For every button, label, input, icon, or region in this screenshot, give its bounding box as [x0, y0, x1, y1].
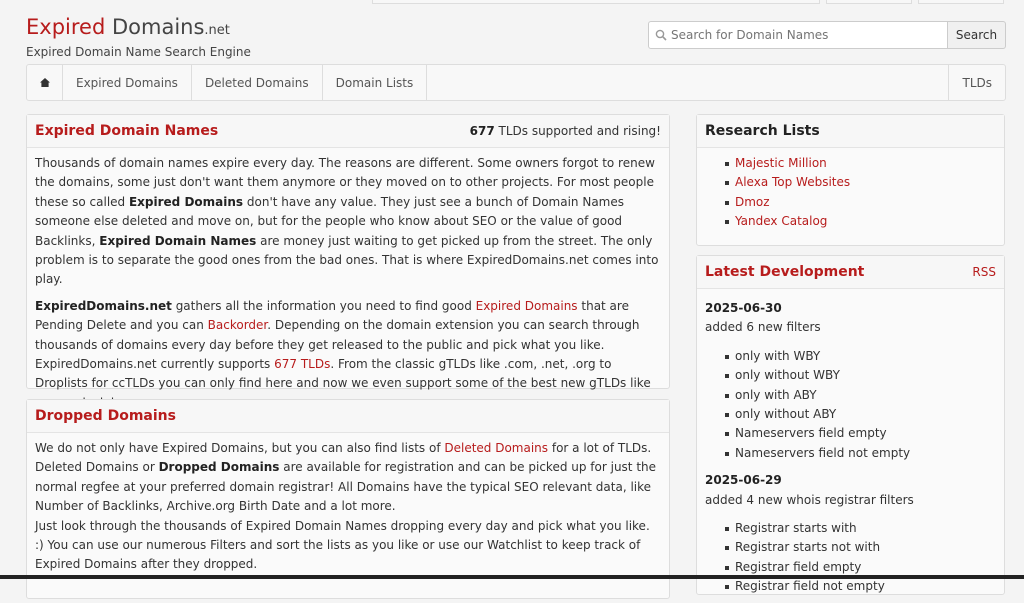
home-icon	[40, 78, 50, 87]
search-input[interactable]	[671, 28, 947, 42]
text-run: . From the classic gTLDs like .com, .net, .org to Droplists for ccTLDs you can only find here and now we even support some of the best new gTLDs like	[35, 357, 651, 391]
dropped-paragraph	[35, 439, 661, 517]
top-strip	[0, 0, 1024, 6]
text-run: gathers all the information you need to find good	[171, 298, 476, 313]
expired-domains-link[interactable]: Expired Domains	[475, 298, 578, 313]
panel-body	[27, 433, 669, 588]
search-field[interactable]	[648, 21, 948, 49]
entry-date: 2025-06-29	[705, 473, 782, 488]
change-list	[725, 519, 996, 597]
text-run: . Depending on the domain extension you can search through thousands of domains every day before they get released to the public and pick what you like. ExpiredDomains.net currently supports	[35, 318, 640, 372]
logo-tld: .net	[204, 23, 230, 38]
list-item: only with ABY	[725, 386, 996, 405]
nav-spacer	[427, 65, 948, 100]
text-run: are available for registration and can be picked up for just the normal regfee at your preferred domain registrar! All Domains have the typical SEO relevant data, like Number of Backlinks, Archive.org Birth Date and a lot more.	[35, 460, 657, 514]
research-link-yandex[interactable]: Yandex Catalog	[735, 214, 828, 229]
panel-title: Research Lists	[705, 123, 820, 139]
research-link-majestic[interactable]: Majestic Million	[735, 156, 827, 170]
main-nav	[26, 64, 1006, 101]
list-item: only with WBY	[725, 347, 996, 366]
nav-expired-domains[interactable]: Expired Domains	[63, 65, 192, 100]
tld-count: 677	[469, 124, 495, 138]
text-run: Thousands of domain names expire every day. The reasons are different. Some owners forgot to renew the domains, some just don't want them anymore or they moved on to other projects. For most people these so called	[35, 156, 655, 209]
nav-deleted-domains[interactable]: Deleted Domains	[192, 65, 323, 100]
panel-body	[697, 148, 1004, 238]
nav-tlds[interactable]: TLDs	[948, 65, 1005, 100]
change-list	[725, 347, 996, 463]
panel-header	[697, 256, 1004, 289]
tld-support-text	[470, 124, 661, 138]
text-run: that are Pending Delete and you can	[35, 298, 629, 333]
logo-domains: Domains	[105, 15, 205, 39]
list-item: Registrar field empty	[725, 558, 996, 577]
latest-development-panel	[696, 255, 1005, 595]
nav-home[interactable]	[27, 65, 63, 100]
top-strip-segment	[826, 0, 912, 4]
panel-header	[697, 115, 1004, 148]
list-item	[725, 154, 996, 173]
dropped-paragraph-2: Just look through the thousands of Expired Domain Names dropping every day and pick what you like. :) You can use our numerous Filters and sort the lists as you like or use our Watchlist to keep track of Expired Domains after they dropped.	[35, 518, 650, 572]
panel-title: Latest Development	[705, 264, 865, 280]
text-run: are money just waiting to get picked up from the street. The only problem is to separate the good ones from the bad ones. That is where ExpiredDomains.net comes into play.	[35, 233, 659, 287]
panel-header	[27, 400, 669, 433]
search-icon	[655, 29, 667, 41]
panel-title: Dropped Domains	[35, 408, 176, 424]
entry-summary: added 4 new whois registrar filters	[705, 492, 914, 507]
panel-title: Expired Domain Names	[35, 123, 219, 139]
intro-paragraph	[35, 154, 661, 290]
bold-text: Expired Domain Names	[99, 233, 257, 248]
list-item: only without WBY	[725, 366, 996, 385]
research-link-alexa[interactable]: Alexa Top Websites	[735, 175, 851, 190]
entry-summary: added 6 new filters	[705, 320, 821, 335]
panel-header	[27, 115, 669, 148]
search-bar	[648, 21, 1006, 49]
entry-date: 2025-06-30	[705, 301, 782, 315]
panel-body	[27, 148, 669, 426]
bold-text: Expired Domains	[128, 194, 244, 209]
nav-domain-lists[interactable]: Domain Lists	[323, 65, 428, 100]
backorder-link[interactable]: Backorder	[207, 318, 268, 333]
logo-text[interactable]	[26, 14, 251, 44]
search-button[interactable]: Search	[948, 21, 1006, 49]
deleted-domains-link[interactable]: Deleted Domains	[444, 441, 549, 455]
list-item	[725, 173, 996, 192]
list-item: Registrar field not empty	[725, 577, 996, 596]
site-tagline: Expired Domain Name Search Engine	[26, 45, 251, 59]
research-link-dmoz[interactable]: Dmoz	[735, 194, 770, 209]
text-run: We do not only have Expired Domains, but you can also find lists of	[35, 441, 445, 455]
text-run: don't have any value. They just see a bunch of Domain Names someone else deleted and move on, but for the people who know about SEO or the value of good Backlinks,	[35, 194, 625, 248]
list-item: Registrar starts with	[725, 519, 996, 538]
top-strip-segment	[918, 0, 1004, 4]
list-item: only without ABY	[725, 405, 996, 424]
bold-text: Dropped Domains	[158, 460, 280, 475]
bottom-bar	[0, 575, 1024, 579]
list-item	[725, 193, 996, 212]
text-run: for a lot of TLDs. Deleted Domains or	[35, 441, 652, 475]
dropped-domains-panel	[26, 399, 670, 599]
research-lists-panel	[696, 114, 1005, 246]
list-item: Nameservers field empty	[725, 424, 996, 443]
expired-domains-panel	[26, 114, 670, 389]
research-list	[725, 154, 996, 232]
logo-expired: Expired	[26, 15, 106, 39]
tlds-link[interactable]: 677 TLDs	[274, 357, 331, 372]
tld-support-suffix: TLDs supported and rising!	[494, 124, 661, 138]
list-item	[725, 212, 996, 231]
top-strip-segment	[372, 0, 820, 4]
list-item: Nameservers field not empty	[725, 444, 996, 463]
bold-text: ExpiredDomains.net	[35, 298, 172, 313]
info-paragraph	[35, 297, 661, 413]
rss-link[interactable]: RSS	[972, 265, 996, 279]
panel-body	[697, 289, 1004, 603]
list-item: Registrar starts not with	[725, 538, 996, 557]
site-logo[interactable]	[26, 14, 251, 59]
